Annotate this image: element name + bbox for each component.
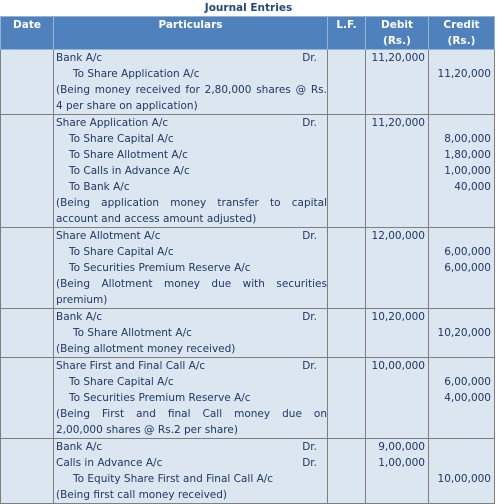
particulars-cell bbox=[54, 115, 328, 228]
particulars-cell bbox=[54, 50, 328, 115]
credit-account-line: To Share Capital A/c bbox=[69, 246, 174, 258]
header-debit-unit: (Rs.) bbox=[383, 35, 411, 47]
header-date-label: Date bbox=[13, 19, 41, 31]
debit-cell bbox=[366, 228, 429, 309]
date-cell bbox=[1, 228, 54, 309]
header-lf-label: L.F. bbox=[336, 19, 357, 31]
narration-line: (Being money received for 2,80,000 shares @ Rs. bbox=[56, 84, 327, 96]
narration-line: account and access amount adjusted) bbox=[56, 213, 257, 225]
debit-amount: 11,20,000 bbox=[371, 117, 425, 129]
date-cell bbox=[1, 358, 54, 439]
credit-account-line: To Equity Share First and Final Call A/c bbox=[73, 473, 274, 485]
credit-amount: 1,80,000 bbox=[444, 149, 491, 161]
credit-amount bbox=[429, 195, 491, 211]
credit-amount: 4,00,000 bbox=[444, 392, 491, 404]
account-name: Bank A/c bbox=[56, 311, 103, 323]
dr-mark: Dr. bbox=[302, 230, 317, 242]
credit-amount bbox=[429, 309, 491, 325]
journal-entry-row bbox=[1, 228, 495, 309]
debit-cell bbox=[366, 115, 429, 228]
debit-amount bbox=[366, 163, 425, 179]
credit-amount bbox=[429, 82, 491, 98]
debit-amount: 1,00,000 bbox=[378, 457, 425, 469]
credit-amount bbox=[429, 487, 491, 503]
credit-account-line: To Share Allotment A/c bbox=[69, 149, 188, 161]
journal-entry-row bbox=[1, 115, 495, 228]
credit-amount: 11,20,000 bbox=[437, 68, 491, 80]
lf-cell bbox=[328, 309, 366, 358]
debit-account-line bbox=[54, 309, 327, 325]
credit-cell bbox=[429, 439, 495, 504]
credit-amount: 40,000 bbox=[454, 181, 491, 193]
journal-entry-row bbox=[1, 309, 495, 358]
credit-amount: 6,00,000 bbox=[444, 376, 491, 388]
credit-amount bbox=[429, 211, 491, 227]
debit-amount: 10,00,000 bbox=[371, 360, 425, 372]
dr-mark: Dr. bbox=[302, 360, 317, 372]
lf-cell bbox=[328, 228, 366, 309]
journal-entry-row bbox=[1, 50, 495, 115]
credit-amount bbox=[429, 276, 491, 292]
header-credit bbox=[429, 17, 495, 50]
header-credit-unit: (Rs.) bbox=[447, 35, 476, 47]
debit-amount bbox=[366, 390, 425, 406]
debit-amount bbox=[366, 131, 425, 147]
date-cell bbox=[1, 439, 54, 504]
debit-account-line bbox=[54, 228, 327, 244]
debit-amount bbox=[366, 244, 425, 260]
credit-amount bbox=[429, 228, 491, 244]
debit-amount bbox=[366, 66, 425, 82]
credit-cell bbox=[429, 228, 495, 309]
account-name: Share Allotment A/c bbox=[56, 230, 161, 242]
debit-amount bbox=[366, 374, 425, 390]
narration-line: (Being allotment money received) bbox=[56, 343, 236, 355]
debit-amount bbox=[366, 179, 425, 195]
date-cell bbox=[1, 50, 54, 115]
narration-line: 4 per share on application) bbox=[56, 100, 198, 112]
credit-amount: 10,20,000 bbox=[437, 327, 491, 339]
debit-amount bbox=[366, 98, 425, 114]
credit-amount bbox=[429, 292, 491, 308]
table-header bbox=[1, 17, 495, 50]
credit-amount: 6,00,000 bbox=[444, 246, 491, 258]
dr-mark: Dr. bbox=[302, 52, 317, 64]
header-debit-label: Debit bbox=[381, 19, 413, 31]
debit-amount bbox=[366, 471, 425, 487]
journal-body bbox=[1, 50, 495, 504]
date-cell bbox=[1, 115, 54, 228]
credit-amount bbox=[429, 455, 491, 471]
debit-cell bbox=[366, 309, 429, 358]
credit-amount: 10,00,000 bbox=[437, 473, 491, 485]
account-name: Bank A/c bbox=[56, 441, 103, 453]
credit-account-line: To Bank A/c bbox=[69, 181, 130, 193]
credit-amount bbox=[429, 98, 491, 114]
dr-mark: Dr. bbox=[302, 457, 317, 469]
page-title: Journal Entries bbox=[204, 2, 293, 14]
particulars-cell bbox=[54, 439, 328, 504]
debit-cell bbox=[366, 439, 429, 504]
debit-account-line bbox=[54, 439, 327, 455]
debit-amount bbox=[366, 292, 425, 308]
header-lf bbox=[328, 17, 366, 50]
debit-amount: 12,00,000 bbox=[371, 230, 425, 242]
debit-amount bbox=[366, 341, 425, 357]
debit-amount bbox=[366, 276, 425, 292]
debit-amount: 10,20,000 bbox=[371, 311, 425, 323]
credit-amount: 6,00,000 bbox=[444, 262, 491, 274]
debit-amount bbox=[366, 487, 425, 503]
particulars-cell bbox=[54, 309, 328, 358]
debit-cell bbox=[366, 358, 429, 439]
debit-amount: 11,20,000 bbox=[371, 52, 425, 64]
narration-line: (Being Allotment money due with securities bbox=[56, 278, 327, 290]
lf-cell bbox=[328, 439, 366, 504]
debit-cell bbox=[366, 50, 429, 115]
credit-account-line: To Calls in Advance A/c bbox=[69, 165, 190, 177]
credit-amount bbox=[429, 115, 491, 131]
journal-entry-row bbox=[1, 439, 495, 504]
header-credit-label: Credit bbox=[443, 19, 480, 31]
debit-amount bbox=[366, 422, 425, 438]
credit-amount bbox=[429, 358, 491, 374]
account-name: Calls in Advance A/c bbox=[56, 457, 163, 469]
debit-amount bbox=[366, 211, 425, 227]
narration-line: (Being application money transfer to capital bbox=[56, 197, 327, 209]
date-cell bbox=[1, 309, 54, 358]
narration-line: 2,00,000 shares @ Rs.2 per share) bbox=[56, 424, 238, 436]
debit-account-line bbox=[54, 358, 327, 374]
credit-amount bbox=[429, 50, 491, 66]
debit-amount bbox=[366, 147, 425, 163]
credit-amount bbox=[429, 422, 491, 438]
credit-cell bbox=[429, 115, 495, 228]
particulars-cell bbox=[54, 358, 328, 439]
debit-amount: 9,00,000 bbox=[378, 441, 425, 453]
credit-amount bbox=[429, 341, 491, 357]
account-name: Bank A/c bbox=[56, 52, 103, 64]
credit-account-line: To Securities Premium Reserve A/c bbox=[69, 262, 251, 274]
narration-line: premium) bbox=[56, 294, 108, 306]
dr-mark: Dr. bbox=[302, 311, 317, 323]
credit-account-line: To Securities Premium Reserve A/c bbox=[69, 392, 251, 404]
credit-account-line: To Share Capital A/c bbox=[69, 376, 174, 388]
account-name: Share Application A/c bbox=[56, 117, 169, 129]
dr-mark: Dr. bbox=[302, 117, 317, 129]
debit-amount bbox=[366, 260, 425, 276]
credit-amount: 1,00,000 bbox=[444, 165, 491, 177]
narration-line: (Being first call money received) bbox=[56, 489, 228, 501]
header-date bbox=[1, 17, 54, 50]
debit-amount bbox=[366, 195, 425, 211]
lf-cell bbox=[328, 358, 366, 439]
lf-cell bbox=[328, 50, 366, 115]
credit-account-line: To Share Application A/c bbox=[73, 68, 200, 80]
header-particulars bbox=[54, 17, 328, 50]
debit-amount bbox=[366, 325, 425, 341]
dr-mark: Dr. bbox=[302, 441, 317, 453]
debit-amount bbox=[366, 406, 425, 422]
credit-amount bbox=[429, 406, 491, 422]
particulars-cell bbox=[54, 228, 328, 309]
journal-entry-row bbox=[1, 358, 495, 439]
debit-amount bbox=[366, 82, 425, 98]
debit-account-line bbox=[54, 455, 327, 471]
header-debit bbox=[366, 17, 429, 50]
debit-account-line bbox=[54, 115, 327, 131]
credit-amount: 8,00,000 bbox=[444, 133, 491, 145]
journal-table bbox=[0, 16, 495, 504]
header-particulars-label: Particulars bbox=[158, 19, 223, 31]
lf-cell bbox=[328, 115, 366, 228]
narration-line: (Being First and final Call money due on bbox=[56, 408, 327, 420]
credit-cell bbox=[429, 358, 495, 439]
debit-account-line bbox=[54, 50, 327, 66]
credit-cell bbox=[429, 50, 495, 115]
credit-amount bbox=[429, 439, 491, 455]
account-name: Share First and Final Call A/c bbox=[56, 360, 206, 372]
credit-cell bbox=[429, 309, 495, 358]
credit-account-line: To Share Allotment A/c bbox=[73, 327, 192, 339]
credit-account-line: To Share Capital A/c bbox=[69, 133, 174, 145]
